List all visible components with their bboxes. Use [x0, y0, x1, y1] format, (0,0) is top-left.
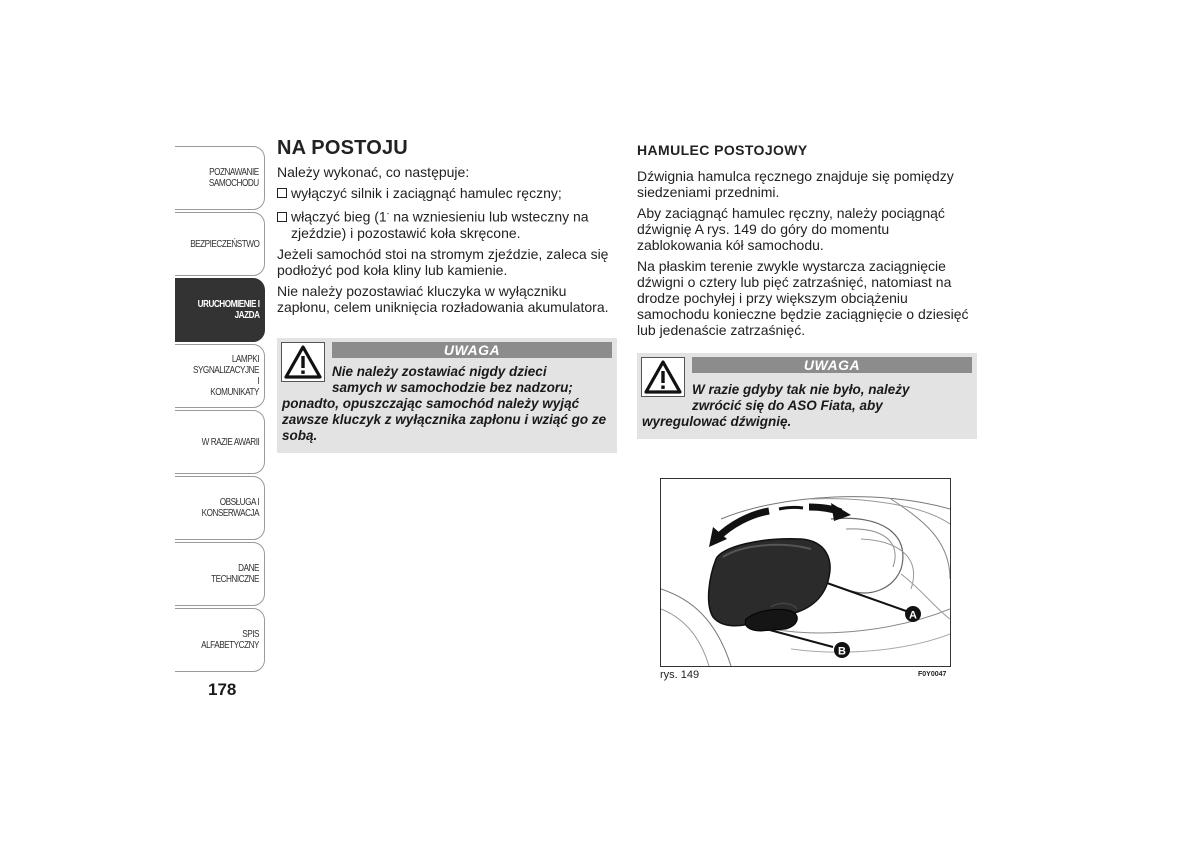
callout-a: A: [909, 609, 917, 622]
figure-caption: rys. 149: [660, 669, 700, 681]
list-item: [277, 206, 617, 241]
warning-line: zwrócić się do ASO Fiata, aby: [692, 398, 883, 413]
warning-line: Nie należy zostawiać nigdy dzieci: [332, 364, 547, 379]
section-hamulec-postojowy: [637, 142, 977, 343]
chapter-tabs: [175, 146, 265, 674]
section-title: NA POSTOJU: [277, 137, 408, 159]
section-title: HAMULEC POSTOJOWY: [637, 142, 808, 158]
intro-text: Należy wykonać, co następuje:: [277, 164, 470, 180]
warning-box: [637, 353, 977, 439]
warning-line: ponadto, opuszczając samochód należy wyjąć zawsze kluczyk z wyłącznika zapłonu i wziąć go ze sobą.: [282, 396, 607, 443]
checkbox-bullet-icon: [277, 188, 287, 198]
tab-label: DANE TECHNICZNE: [211, 563, 259, 585]
warning-line: wyregulować dźwignię.: [642, 414, 792, 429]
warning-line: W razie gdyby tak nie było, należy: [692, 382, 910, 397]
tab-w-razie-awarii[interactable]: [175, 410, 265, 474]
warning-text: [282, 364, 609, 444]
tab-label: SPIS ALFABETYCZNY: [201, 629, 259, 651]
paragraph: Jeżeli samochód stoi na stromym zjeździe, zaleca się podłożyć pod koła kliny lub kamienie.: [277, 245, 609, 278]
list-item-text: włączyć bieg (1: [291, 208, 387, 225]
tab-spis-alfabetyczny[interactable]: [175, 608, 265, 672]
tab-label: LAMPKI SYGNALIZACYJNE I KOMUNIKATY: [192, 354, 259, 398]
list-item-text: na wzniesieniu lub wsteczny na zjeździe) i pozostawić koła skręcone.: [291, 208, 589, 241]
warning-line: samych w samochodzie bez nadzoru;: [332, 380, 573, 395]
callout-b: B: [838, 645, 846, 658]
checkbox-bullet-icon: [277, 212, 287, 222]
tab-dane-techniczne[interactable]: [175, 542, 265, 606]
handbrake-figure: [660, 478, 951, 667]
warning-header: UWAGA: [332, 342, 612, 358]
paragraph: Nie należy pozostawiać kluczyka w wyłączniku zapłonu, celem uniknięcia rozładowania akumulatora.: [277, 282, 609, 315]
list-item: [277, 185, 617, 201]
paragraph: Aby zaciągnąć hamulec ręczny, należy pociągnąć dźwignię A rys. 149 do góry do momentu zablokowania kół samochodu.: [637, 205, 945, 253]
list-item-text: wyłączyć silnik i zaciągnąć hamulec ręczny;: [291, 185, 562, 201]
tab-label: W RAZIE AWARII: [201, 436, 259, 448]
warning-text: [642, 382, 969, 430]
figure-code: F0Y0047: [918, 671, 947, 678]
tab-lampki-sygnalizacyjne[interactable]: [175, 344, 265, 408]
paragraph: Dźwignia hamulca ręcznego znajduje się pomiędzy siedzeniami przednimi.: [637, 168, 954, 200]
warning-box: [277, 338, 617, 453]
handbrake-illustration: [661, 479, 950, 666]
tab-poznawanie-samochodu[interactable]: [175, 146, 265, 210]
superscript: -: [386, 209, 390, 218]
page-number: 178: [208, 680, 237, 699]
tab-label: URUCHOMIENIE I JAZDA: [197, 299, 259, 321]
tab-uruchomienie-i-jazda[interactable]: [175, 278, 265, 342]
tab-bezpieczenstwo[interactable]: [175, 212, 265, 276]
warning-header: UWAGA: [692, 357, 972, 373]
paragraph: Na płaskim terenie zwykle wystarcza zaciągnięcie dźwigni o cztery lub pięć zatrzaśnięć, natomiast na drodze pochyłej i przy większym obciążeniu samochodu konieczne będzie zaciągnięcie o dziesięć lub jedenaście zatrzaśnięć.: [637, 258, 969, 338]
tab-obsluga-i-konserwacja[interactable]: [175, 476, 265, 540]
section-na-postoju: [277, 137, 617, 320]
tab-label: BEZPIECZEŃSTWO: [189, 238, 259, 250]
tab-label: POZNAWANIE SAMOCHODU: [209, 167, 259, 189]
tab-label: OBSŁUGA I KONSERWACJA: [201, 497, 259, 519]
